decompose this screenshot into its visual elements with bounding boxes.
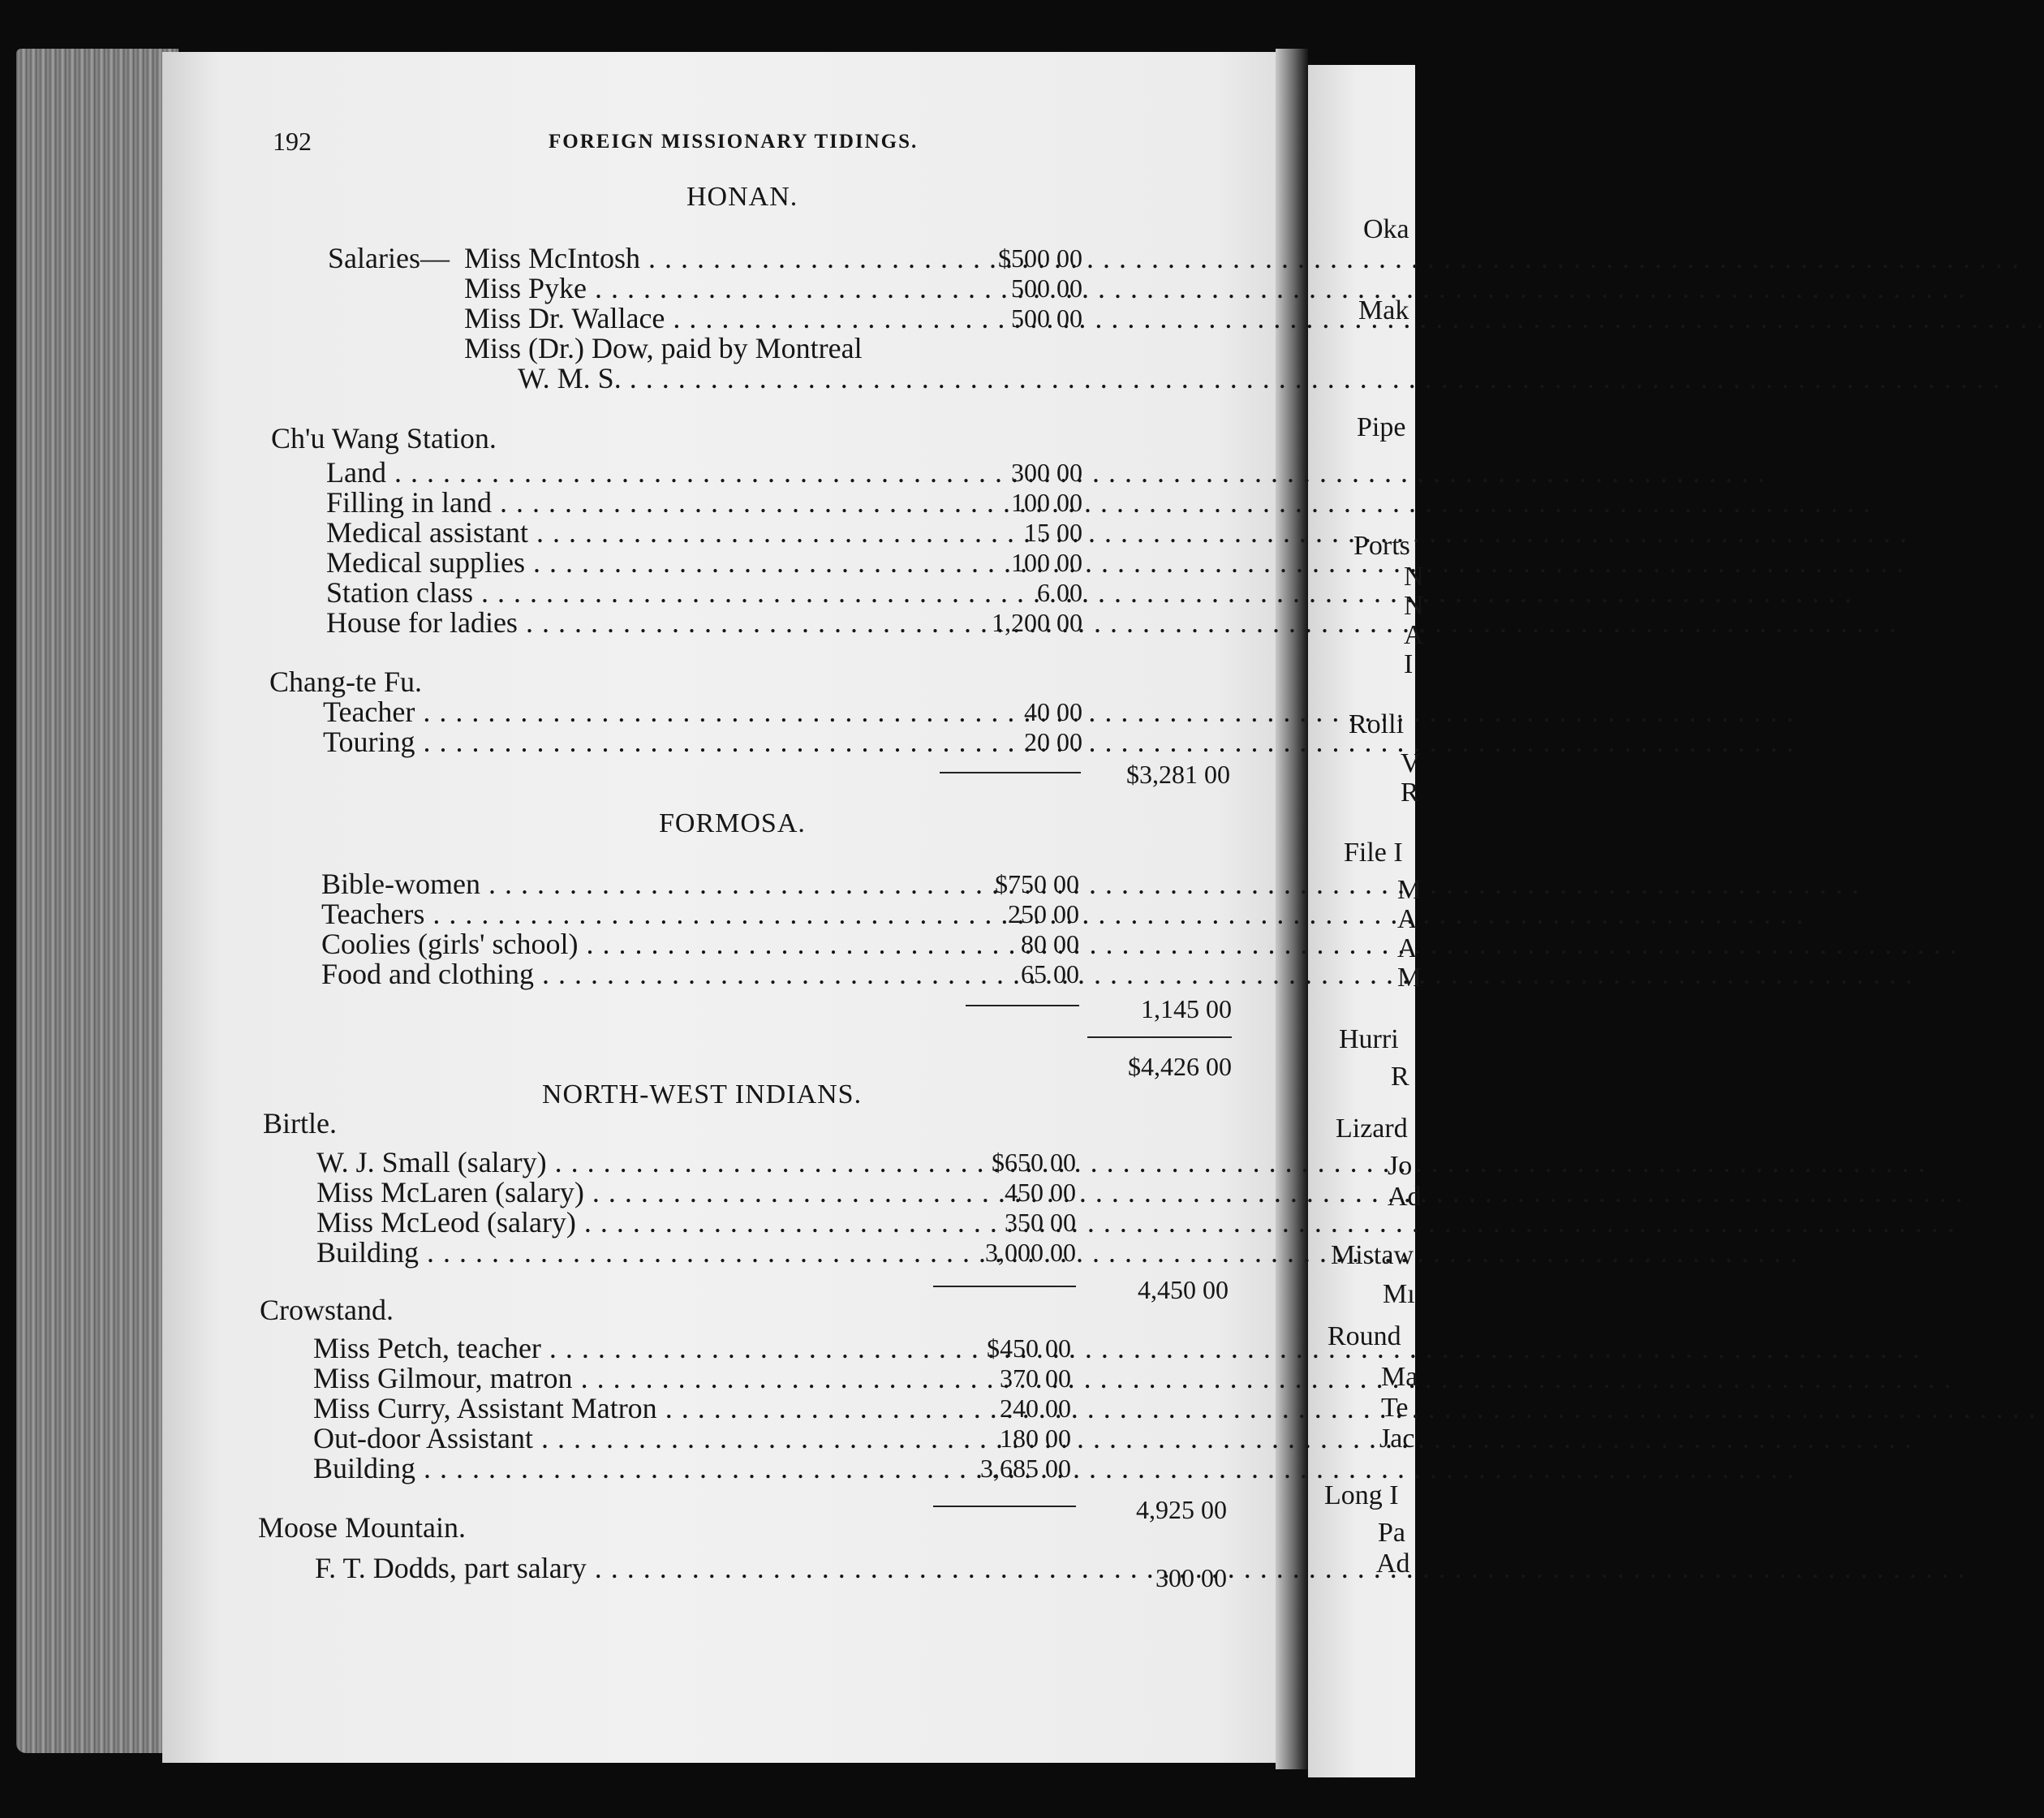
item-coolies: Coolies (girls' school) . . . [321, 929, 933, 959]
amount-miss-petch: $450 00 [987, 1333, 1071, 1363]
running-head: FOREIGN MISSIONARY TIDINGS. [549, 131, 919, 153]
subheading-chang-te: Chang-te Fu. [269, 666, 422, 698]
facing-fragment: Jo [1388, 1151, 1413, 1181]
subheading-chu-wang: Ch'u Wang Station. [271, 422, 497, 454]
section-heading-formosa: FORMOSA. [659, 808, 806, 838]
rule-crowstand [933, 1506, 1076, 1507]
facing-fragment: N [1404, 591, 1424, 621]
amount-miss-mclaren: 450 00 [1005, 1178, 1076, 1207]
amount-medical-supplies: 100 00 [1011, 548, 1082, 577]
amount-touring: 20 00 [1024, 727, 1082, 756]
section-heading-north-west-indians: NORTH-WEST INDIANS. [542, 1079, 863, 1109]
facing-fragment: R [1401, 778, 1419, 808]
item-house-for-ladies: House for ladies . . . [326, 608, 936, 637]
total-honan: $3,281 00 [1126, 760, 1230, 789]
salary-amount-pyke: 500 00 [1011, 274, 1082, 303]
amount-station-class: 6 00 [1037, 578, 1082, 607]
facing-fragment: Ad [1376, 1549, 1410, 1579]
item-filling-in-land: Filling in land . . . [326, 488, 936, 517]
facing-fragment: Long I [1324, 1480, 1399, 1510]
dow-line-2: W. M. S. . . . [518, 364, 936, 393]
book-page-edges [16, 49, 179, 1753]
item-birtle-building: Building . . . [316, 1238, 930, 1267]
item-touring: Touring . . . [323, 727, 936, 756]
item-medical-assistant: Medical assistant . . . [326, 518, 936, 547]
subheading-birtle: Birtle. [263, 1107, 337, 1139]
facing-fragment: Mistaw [1331, 1240, 1414, 1270]
page-number: 192 [273, 127, 312, 156]
facing-fragment: Pipe [1357, 412, 1406, 442]
amount-out-door-assistant: 180 00 [1000, 1424, 1071, 1453]
amount-bible-women: $750 00 [995, 869, 1079, 898]
facing-fragment: Ad [1388, 1182, 1422, 1212]
rule-formosa [966, 1005, 1079, 1006]
facing-fragment: R [1391, 1062, 1409, 1092]
amount-coolies: 80 00 [1021, 929, 1079, 959]
salaries-prefix: Salaries— [328, 242, 450, 274]
item-teacher: Teacher . . . [323, 697, 936, 726]
facing-fragment: Oka [1363, 214, 1409, 244]
facing-fragment: Hurri [1339, 1024, 1399, 1054]
subheading-crowstand: Crowstand. [260, 1294, 394, 1326]
item-out-door-assistant: Out-door Assistant . . . [313, 1424, 927, 1453]
facing-fragment: File I [1344, 838, 1403, 868]
item-food-and-clothing: Food and clothing . . . [321, 959, 933, 989]
amount-w-j-small: $650 00 [992, 1148, 1076, 1177]
salary-line-wallace: Miss Dr. Wallace . . . [464, 304, 936, 333]
item-miss-petch: Miss Petch, teacher . . . [313, 1333, 927, 1363]
facing-fragment: A [1404, 620, 1424, 650]
item-crowstand-building: Building . . . [313, 1454, 927, 1483]
rule-birtle [933, 1286, 1076, 1287]
salary-amount-wallace: 500 00 [1011, 304, 1082, 333]
salary-amount-mcintosh: $500 00 [998, 243, 1082, 273]
amount-house-for-ladies: 1,200 00 [992, 608, 1082, 637]
facing-fragment: Te [1381, 1393, 1409, 1423]
item-f-t-dodds: F. T. Dodds, part salary . . . [315, 1553, 925, 1583]
rule-honan [940, 772, 1081, 773]
amount-miss-curry: 240 00 [1000, 1394, 1071, 1423]
amount-food-and-clothing: 65 00 [1021, 959, 1079, 989]
salary-line-mcintosh: Miss McIntosh . . . [464, 243, 936, 273]
facing-fragment: Lizard [1336, 1114, 1408, 1144]
item-station-class: Station class . . . [326, 578, 936, 607]
amount-teachers: 250 00 [1008, 899, 1079, 928]
facing-fragment: I [1404, 649, 1414, 679]
facing-fragment: Pa [1378, 1518, 1405, 1548]
dow-line-1: Miss (Dr.) Dow, paid by Montreal [464, 332, 863, 364]
facing-fragment: M [1397, 875, 1422, 905]
amount-medical-assistant: 15 00 [1024, 518, 1082, 547]
amount-miss-mcleod: 350 00 [1005, 1208, 1076, 1237]
total-birtle: 4,450 00 [1138, 1275, 1229, 1304]
amount-birtle-building: 3,000 00 [985, 1238, 1076, 1267]
facing-fragment: Mı [1383, 1279, 1415, 1309]
facing-fragment: Mak [1358, 295, 1409, 325]
facing-fragment: N [1404, 562, 1424, 592]
item-miss-gilmour: Miss Gilmour, matron . . . [313, 1364, 927, 1393]
facing-fragment: M [1397, 963, 1422, 993]
amount-land: 300 00 [1011, 458, 1082, 487]
facing-fragment: Rolli [1349, 709, 1405, 739]
item-miss-mclaren: Miss McLaren (salary) . . . [316, 1178, 930, 1207]
amount-filling-in-land: 100 00 [1011, 488, 1082, 517]
item-medical-supplies: Medical supplies . . . [326, 548, 936, 577]
facing-fragment: Ports [1353, 531, 1410, 561]
rule-grand-total [1087, 1036, 1232, 1038]
item-miss-mcleod: Miss McLeod (salary) . . . [316, 1208, 930, 1237]
facing-fragment: Round [1328, 1321, 1401, 1351]
facing-fragment: A [1397, 933, 1418, 963]
facing-fragment: Jac [1379, 1424, 1415, 1454]
item-land: Land . . . [326, 458, 936, 487]
total-crowstand: 4,925 00 [1136, 1495, 1227, 1524]
section-heading-honan: HONAN. [686, 182, 798, 212]
grand-total: $4,426 00 [1128, 1052, 1232, 1081]
item-teachers: Teachers . . . [321, 899, 933, 928]
subheading-moose-mountain: Moose Mountain. [258, 1511, 466, 1544]
salary-line-pyke: Miss Pyke . . . [464, 274, 936, 303]
item-miss-curry: Miss Curry, Assistant Matron . . . [313, 1394, 927, 1423]
facing-fragment: A [1397, 904, 1418, 934]
facing-fragment: Ma [1381, 1362, 1418, 1392]
total-formosa: 1,145 00 [1141, 994, 1232, 1023]
item-bible-women: Bible-women . . . [321, 869, 933, 898]
amount-miss-gilmour: 370 00 [1000, 1364, 1071, 1393]
amount-crowstand-building: 3,685 00 [980, 1454, 1071, 1483]
item-w-j-small: W. J. Small (salary) . . . [316, 1148, 930, 1177]
amount-teacher: 40 00 [1024, 697, 1082, 726]
facing-fragment: V [1401, 748, 1421, 778]
total-moose-mountain: 300 00 [1155, 1563, 1227, 1592]
